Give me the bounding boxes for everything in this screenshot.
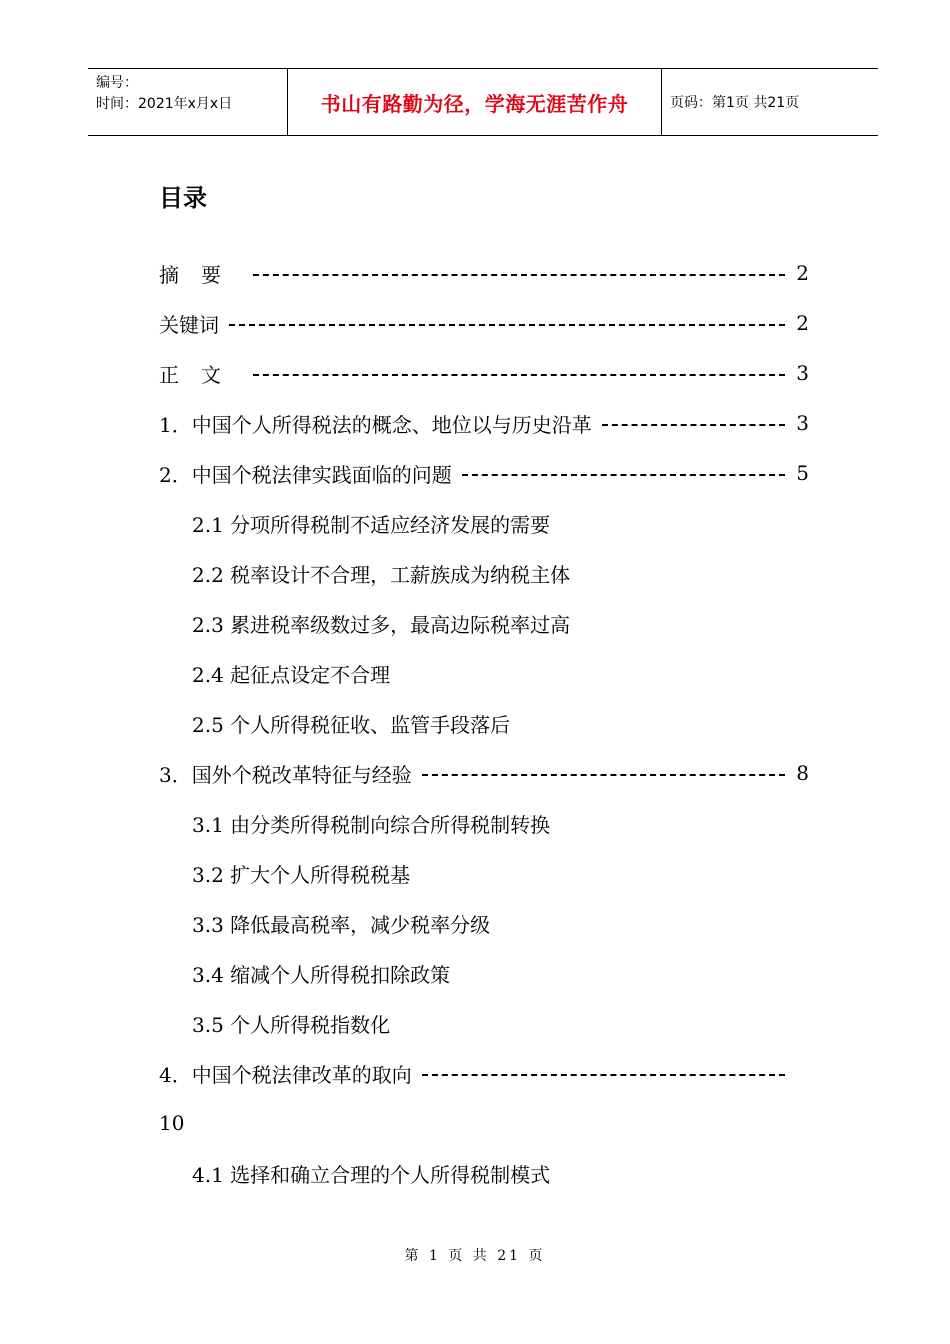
toc-entry-body[interactable] bbox=[159, 348, 809, 398]
toc-entry-section-4[interactable] bbox=[159, 1048, 809, 1098]
toc-entry-label: 4.1 选择和确立合理的个人所得税制模式 bbox=[192, 1162, 551, 1187]
toc-entry-label: 关键词 bbox=[159, 312, 219, 337]
toc-entry-section-1[interactable] bbox=[159, 398, 809, 448]
toc-entry-label: 3.4 缩减个人所得税扣除政策 bbox=[192, 962, 451, 987]
toc-leader bbox=[253, 272, 785, 276]
toc-entry-page: 2 bbox=[796, 261, 809, 285]
toc-leader bbox=[462, 472, 785, 476]
toc-entry-label: 3.2 扩大个人所得税税基 bbox=[192, 862, 411, 887]
toc-entry-label: 3.1 由分类所得税制向综合所得税制转换 bbox=[192, 812, 551, 837]
header-number-label: 编号： bbox=[96, 75, 138, 91]
toc-entry-label: 4．中国个税法律改革的取向 bbox=[159, 1062, 412, 1087]
toc-entry-label: 正文 bbox=[159, 362, 243, 387]
toc-entry-page: 10 bbox=[159, 1111, 185, 1135]
toc-entry-page: 8 bbox=[796, 761, 809, 785]
toc-entry-section-4-1[interactable] bbox=[159, 1148, 809, 1198]
toc-entry-label: 3．国外个税改革特征与经验 bbox=[159, 762, 412, 787]
toc-leader bbox=[253, 372, 785, 376]
toc-entry-page: 5 bbox=[796, 461, 809, 485]
page-footer: 第 1 页 共 21 页 bbox=[404, 1248, 546, 1264]
toc-entry-page: 2 bbox=[796, 311, 809, 335]
toc-entry-page: 3 bbox=[796, 411, 809, 435]
toc-entry-label: 1．中国个人所得税法的概念、地位以与历史沿革 bbox=[159, 412, 592, 437]
toc-entry-section-2-1[interactable] bbox=[159, 498, 809, 548]
toc-entry-section-2-4[interactable] bbox=[159, 648, 809, 698]
toc-entry-section-3-2[interactable] bbox=[159, 848, 809, 898]
toc-entry-abstract[interactable] bbox=[159, 248, 809, 298]
toc-leader bbox=[422, 772, 785, 776]
header-page-info: 页码：第1页 共21页 bbox=[670, 95, 800, 111]
toc-entry-section-3-3[interactable] bbox=[159, 898, 809, 948]
toc-entry-section-4-page-line bbox=[159, 1098, 809, 1148]
toc-leader bbox=[229, 322, 785, 326]
toc-entry-section-3-5[interactable] bbox=[159, 998, 809, 1048]
header-motto: 书山有路勤为径，学海无涯苦作舟 bbox=[288, 69, 662, 135]
header-meta bbox=[88, 69, 288, 135]
toc-entry-section-3-4[interactable] bbox=[159, 948, 809, 998]
toc-entry-section-2-5[interactable] bbox=[159, 698, 809, 748]
toc-entry-section-2-2[interactable] bbox=[159, 548, 809, 598]
table-of-contents bbox=[159, 248, 809, 1198]
header-time-label: 时间：2021年x月x日 bbox=[96, 96, 233, 112]
toc-entry-label: 2．中国个税法律实践面临的问题 bbox=[159, 462, 452, 487]
toc-title: 目录 bbox=[159, 184, 207, 212]
toc-entry-keywords[interactable] bbox=[159, 298, 809, 348]
toc-entry-page: 3 bbox=[796, 361, 809, 385]
toc-entry-label: 2.1 分项所得税制不适应经济发展的需要 bbox=[192, 512, 551, 537]
toc-entry-label: 摘要 bbox=[159, 262, 243, 287]
toc-entry-section-3-1[interactable] bbox=[159, 798, 809, 848]
toc-entry-label: 3.3 降低最高税率，减少税率分级 bbox=[192, 912, 491, 937]
toc-entry-label: 2.3 累进税率级数过多，最高边际税率过高 bbox=[192, 612, 571, 637]
toc-entry-label: 2.2 税率设计不合理，工薪族成为纳税主体 bbox=[192, 562, 571, 587]
toc-entry-section-3[interactable] bbox=[159, 748, 809, 798]
toc-leader bbox=[422, 1072, 785, 1076]
toc-leader bbox=[602, 422, 785, 426]
toc-entry-label: 2.5 个人所得税征收、监管手段落后 bbox=[192, 712, 511, 737]
toc-entry-label: 2.4 起征点设定不合理 bbox=[192, 662, 391, 687]
toc-entry-label: 3.5 个人所得税指数化 bbox=[192, 1012, 391, 1037]
toc-entry-section-2[interactable] bbox=[159, 448, 809, 498]
document-header bbox=[88, 68, 878, 136]
toc-entry-section-2-3[interactable] bbox=[159, 598, 809, 648]
